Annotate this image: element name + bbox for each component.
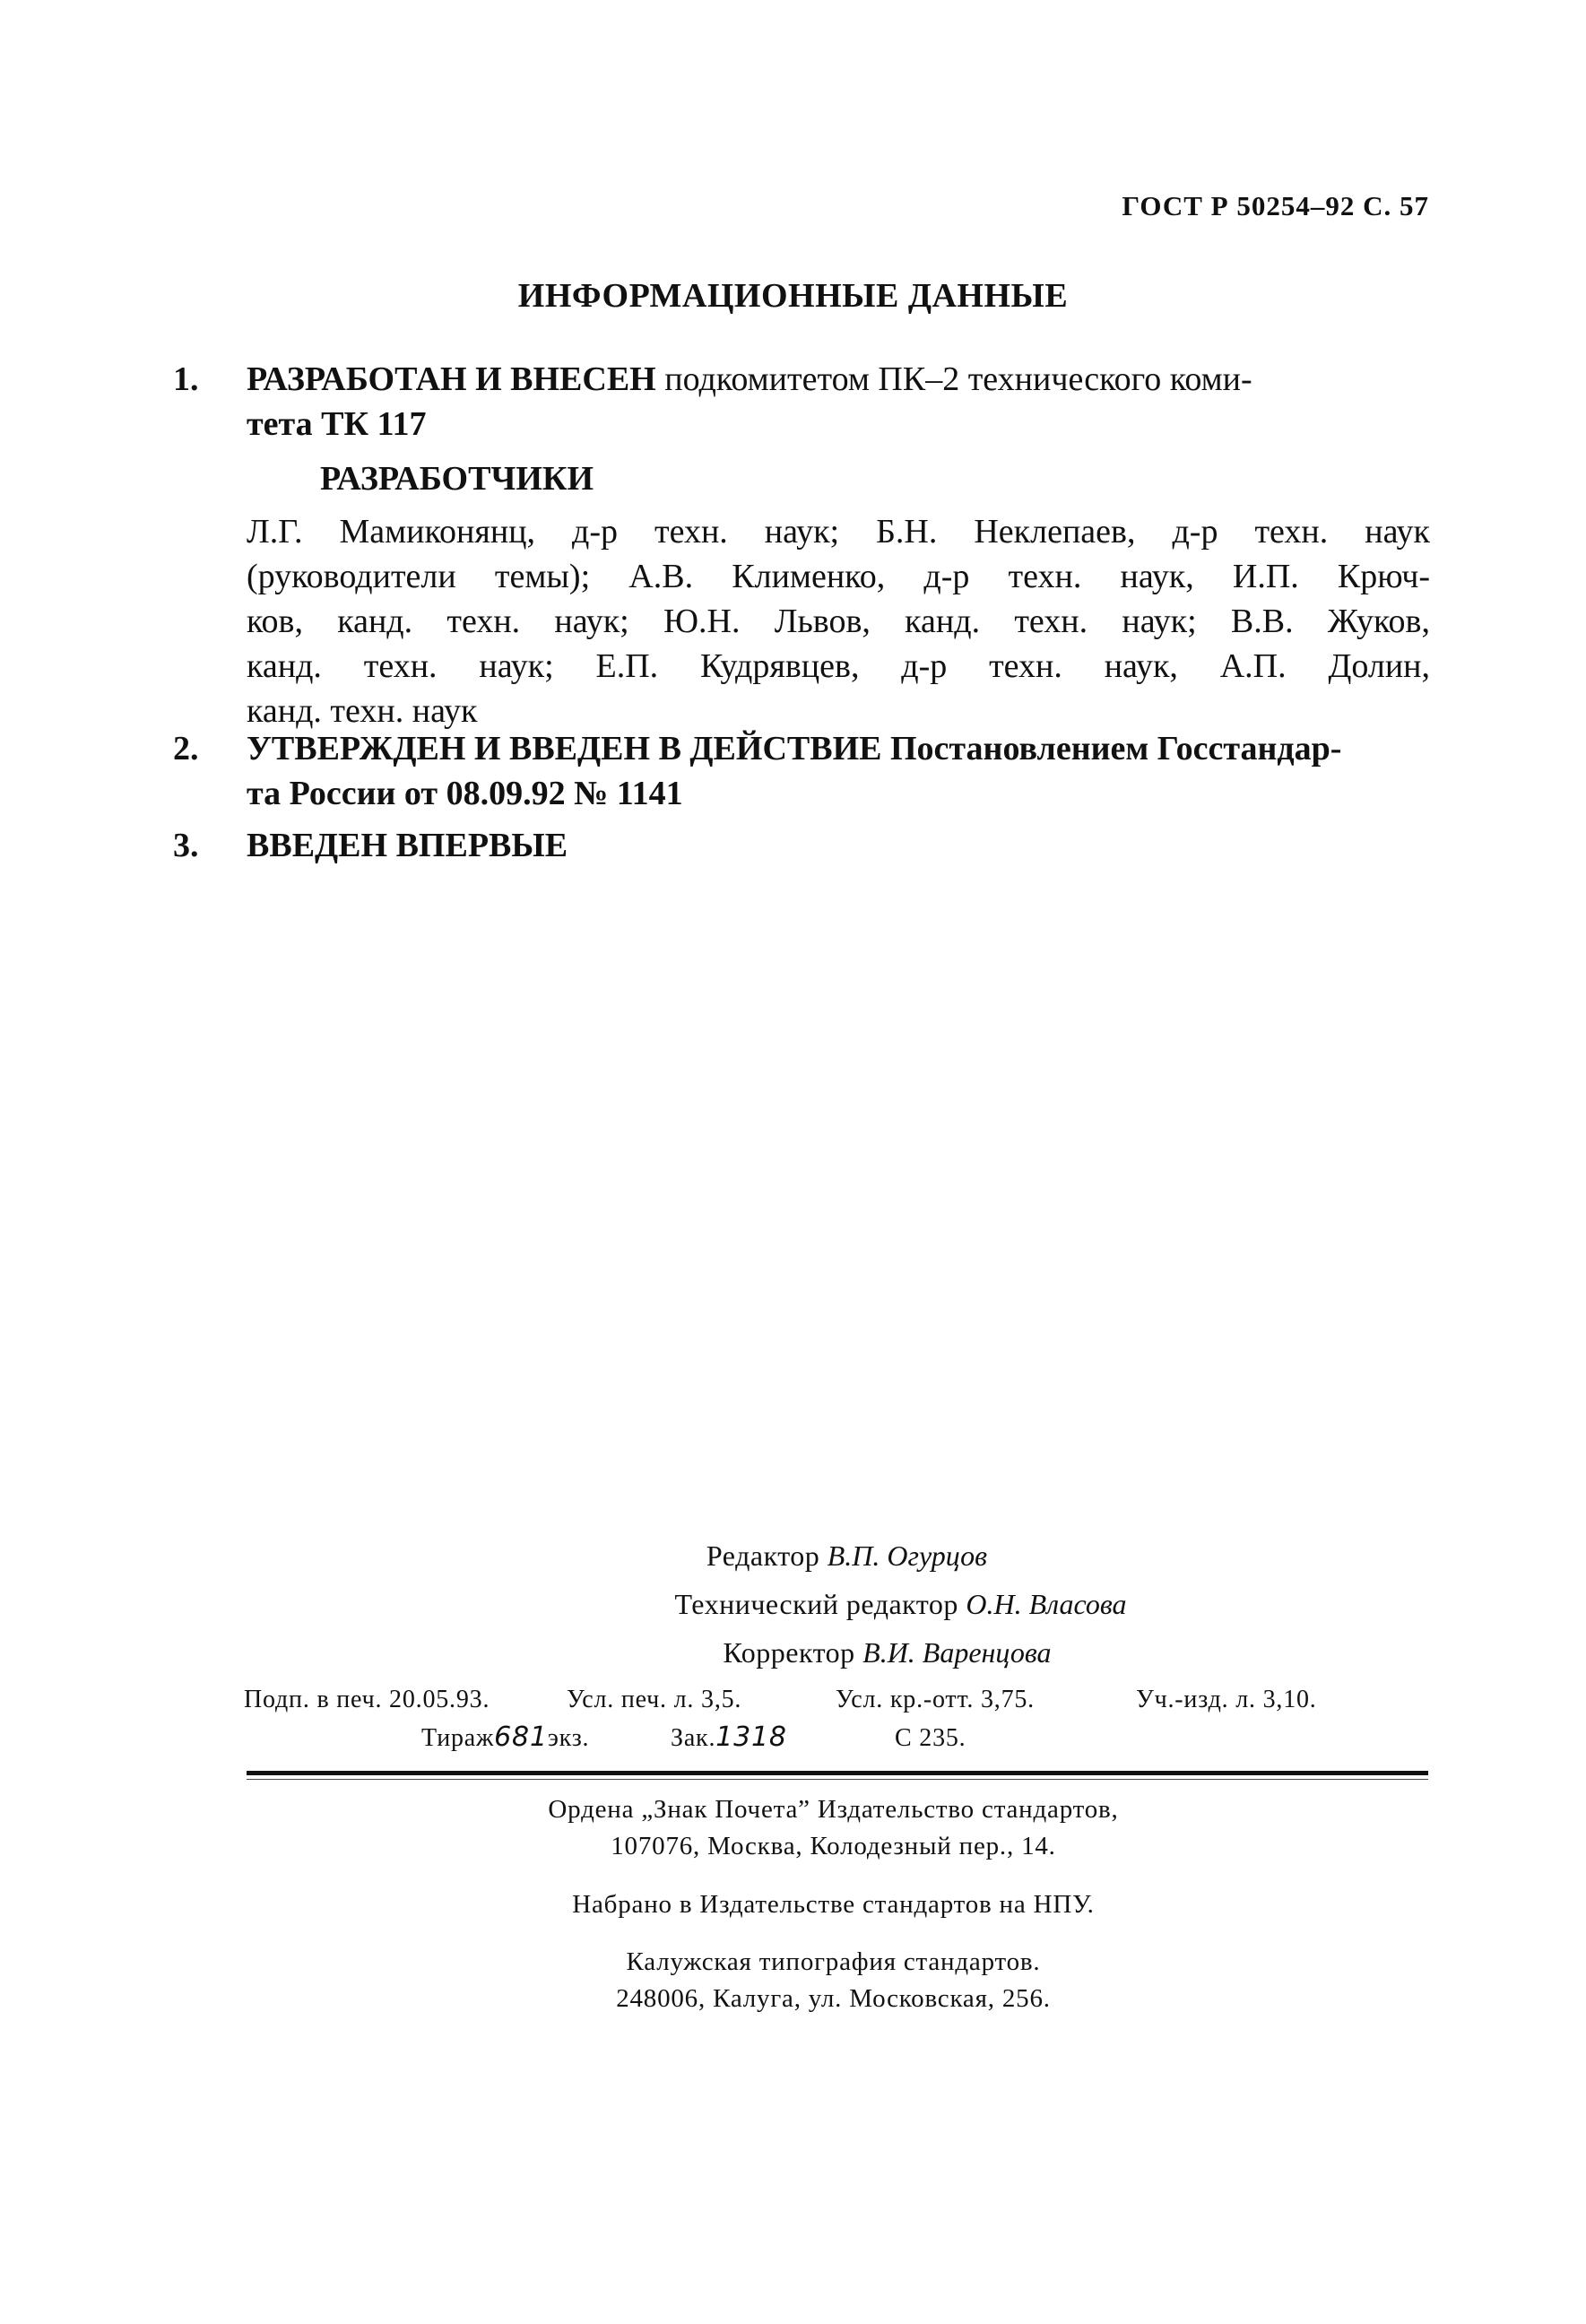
developers-heading: РАЗРАБОТЧИКИ: [320, 460, 594, 498]
section-1-text: подкомитетом ПК–2 технического коми-: [655, 360, 1252, 398]
section-number: 3.: [173, 827, 199, 864]
publisher-line-5: 248006, Калуга, ул. Московская, 256.: [616, 1984, 1051, 2013]
imprint-line-1: [244, 1686, 1317, 1714]
section-2-line-1: [247, 726, 1430, 771]
handwritten-run: 681: [494, 1721, 548, 1753]
section-2: [173, 726, 1430, 816]
section-3-heading: ВВЕДЕН ВПЕРВЫЕ: [247, 827, 568, 864]
imprint-line-2: [421, 1721, 966, 1753]
section-2-text: Постановлением Госстандар-: [881, 730, 1342, 767]
credits: [0, 1531, 1586, 1677]
developers-line-1: Л.Г. Мамиконянц, д-р техн. наук; Б.Н. Неклепаев, д-р техн. наук: [247, 513, 1430, 551]
section-1-heading: РАЗРАБОТАН И ВНЕСЕН: [247, 360, 656, 398]
divider-thin: [247, 1779, 1428, 1780]
imprint-order: Зак.1318: [671, 1721, 787, 1753]
imprint-signed: Подп. в печ. 20.05.93.: [244, 1686, 490, 1713]
page-title: ИНФОРМАЦИОННЫЕ ДАННЫЕ: [517, 277, 1069, 315]
publisher-line-3: Набрано в Издательстве стандартов на НПУ.: [572, 1890, 1095, 1919]
credit-editor: Редактор В.П. Огурцов: [706, 1539, 988, 1572]
publisher-line-4: Калужская типография стандартов.: [626, 1947, 1041, 1976]
section-1: [173, 357, 1430, 447]
developers-list: [247, 509, 1430, 733]
developers-line-5: канд. техн. наук: [247, 692, 478, 730]
imprint-print-sheets: Усл. печ. л. 3,5.: [567, 1686, 742, 1713]
section-3: [173, 823, 1430, 868]
publisher-line-2: 107076, Москва, Колодезный пер., 14.: [611, 1832, 1056, 1860]
imprint-pub-sheets: Уч.-изд. л. 3,10.: [1136, 1686, 1317, 1713]
publisher-line-1: Ордена „Знак Почета” Издательство стандартов,: [548, 1795, 1119, 1824]
section-number: 1.: [173, 360, 199, 398]
credit-corrector: Корректор В.И. Варенцова: [723, 1636, 1052, 1669]
imprint-price: С 235.: [895, 1724, 966, 1752]
section-2-heading: УТВЕРЖДЕН И ВВЕДЕН В ДЕЙСТВИЕ: [247, 730, 882, 767]
section-1-line-1: [247, 357, 1430, 402]
section-number: 2.: [173, 730, 199, 767]
developers-line-2: (руководители темы); А.В. Клименко, д-р техн. наук, И.П. Крюч-: [247, 558, 1430, 595]
divider-thick: [247, 1771, 1428, 1775]
imprint-color-prints: Усл. кр.-отт. 3,75.: [836, 1686, 1035, 1713]
section-2-line-2: та России от 08.09.92 № 1141: [247, 775, 683, 812]
developers-line-4: канд. техн. наук; Е.П. Кудрявцев, д-р техн. наук, А.П. Долин,: [247, 647, 1430, 685]
document-code: ГОСТ Р 50254–92 С. 57: [1122, 190, 1429, 221]
developers-line-3: ков, канд. техн. наук; Ю.Н. Львов, канд. техн. наук; В.В. Жуков,: [247, 603, 1430, 640]
handwritten-order: 1318: [715, 1721, 787, 1753]
section-1-line-2: тета ТК 117: [247, 405, 427, 443]
imprint-run: Тираж681экз.: [421, 1721, 590, 1753]
credit-tech-editor: Технический редактор О.Н. Власова: [674, 1588, 1127, 1620]
